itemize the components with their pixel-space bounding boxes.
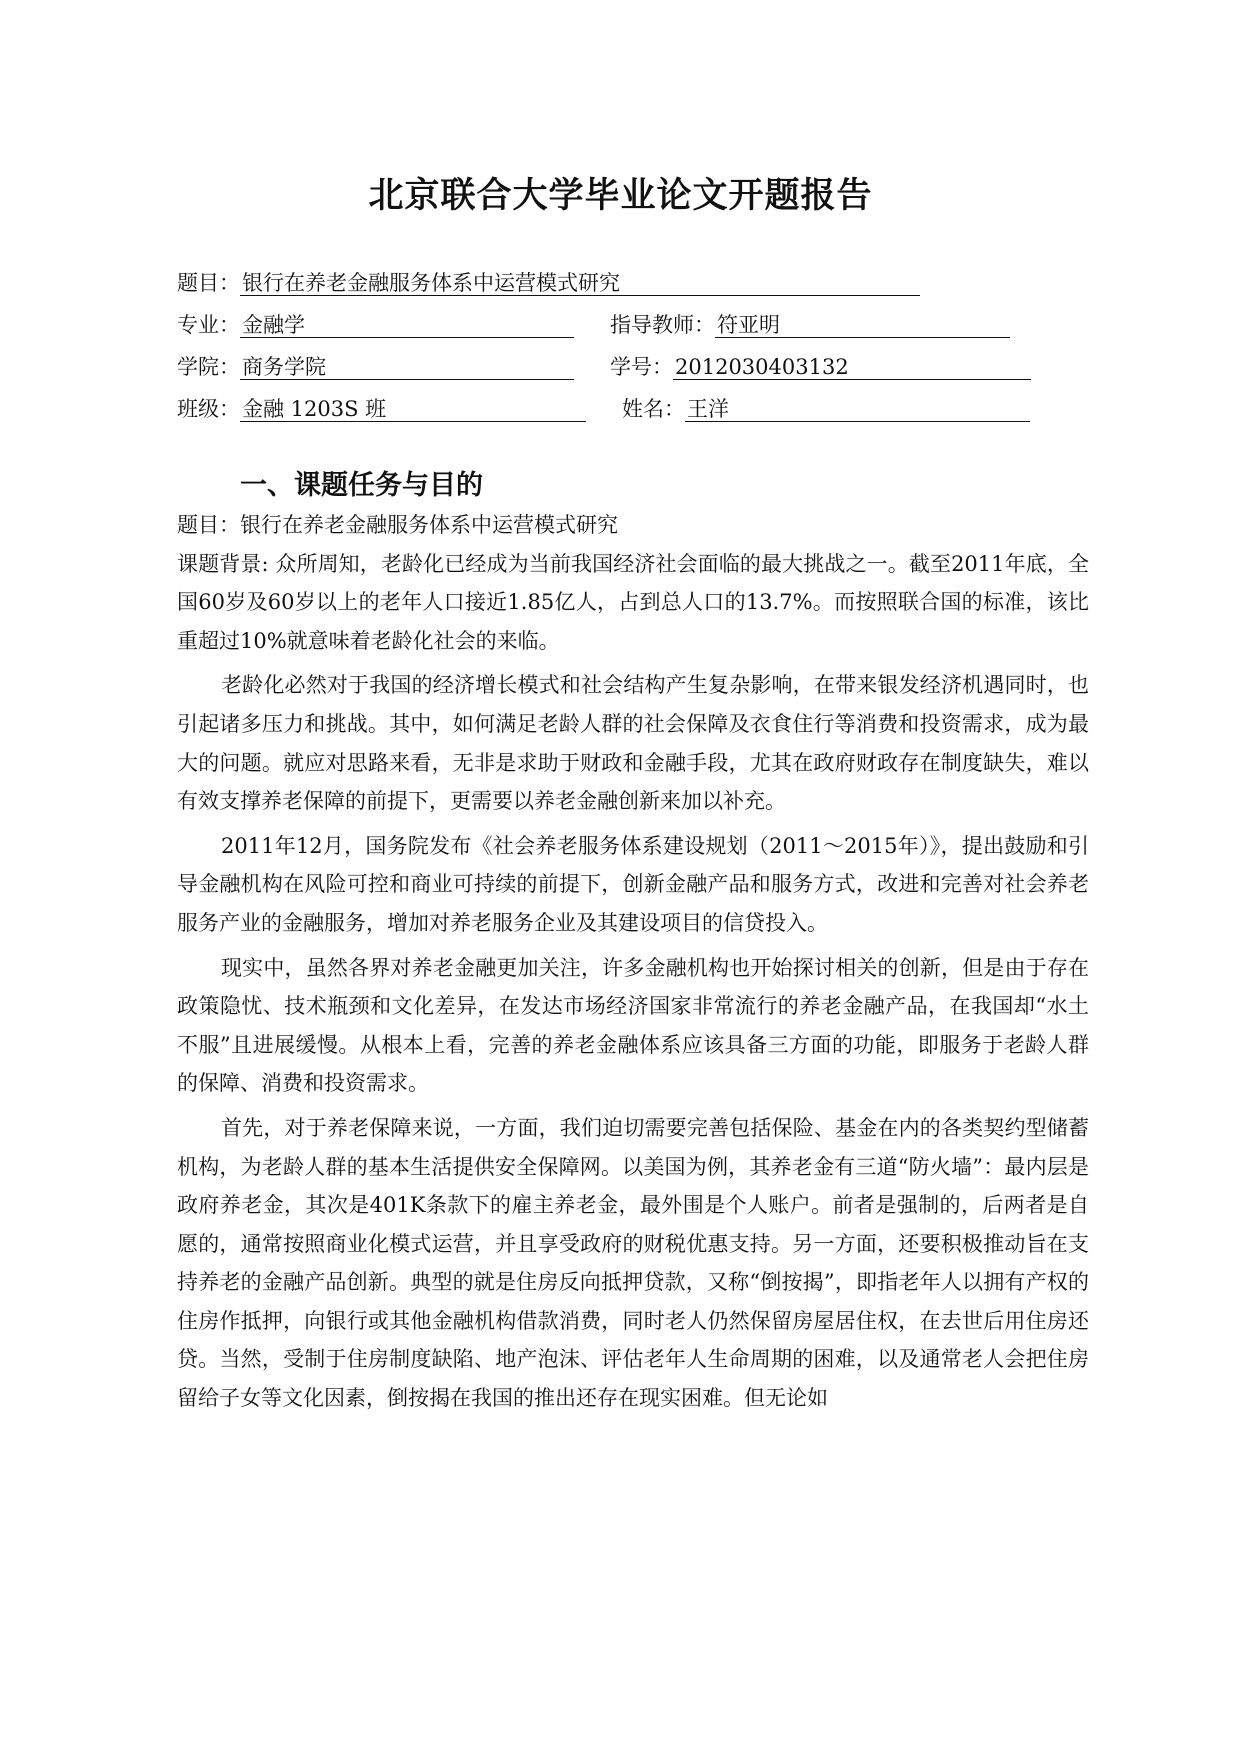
class-value: 金融 1203S 班 bbox=[240, 394, 586, 422]
paragraph-background: 课题背景: 众所周知，老龄化已经成为当前我国经济社会面临的最大挑战之一。截至2011年底，全国60岁及60岁以上的老年人口接近1.85亿人，占到总人口的13.7%。而按照联合国的标准，该比重超过10%就意味着老龄化社会的来临。 bbox=[177, 551, 1089, 653]
topic-line: 题目：银行在养老金融服务体系中运营模式研究 bbox=[177, 513, 618, 537]
info-row-name bbox=[622, 394, 1030, 426]
name-label: 姓名： bbox=[622, 397, 685, 421]
paragraph-pension-security: 首先，对于养老保障来说，一方面，我们迫切需要完善包括保险、基金在内的各类契约型储蓄机构，为老龄人群的基本生活提供安全保障网。以美国为例，其养老金有三道“防火墙”：最内层是政府养老金，其次是401K条款下的雇主养老金，最外围是个人账户。前者是强制的，后两者是自愿的，通常按照商业化模式运营，并且享受政府的财税优惠支持。另一方面，还要积极推动旨在支持养老的金融产品创新。典型的就是住房反向抵押贷款，又称“倒按揭”，即指老年人以拥有产权的住房作抵押，向银行或其他金融机构借款消费，同时老人仍然保留房屋居住权，在去世后用住房还贷。当然，受制于住房制度缺陷、地产泡沫、评估老年人生命周期的困难，以及通常老人会把住房留给子女等文化因素，倒按揭在我国的推出还存在现实困难。但无论如 bbox=[177, 1115, 1089, 1411]
college-label: 学院： bbox=[177, 355, 240, 379]
college-value: 商务学院 bbox=[240, 352, 574, 380]
info-row-major bbox=[177, 310, 574, 342]
major-label: 专业： bbox=[177, 313, 240, 337]
name-value: 王洋 bbox=[685, 394, 1030, 422]
section-heading: 一、课题任务与目的 bbox=[240, 470, 483, 501]
paragraph-current-status: 现实中，虽然各界对养老金融更加关注，许多金融机构也开始探讨相关的创新，但是由于存在政策隐忧、技术瓶颈和文化差异，在发达市场经济国家非常流行的养老金融产品，在我国却“水土不服”且进展缓慢。从根本上看，完善的养老金融体系应该具备三方面的功能，即服务于老龄人群的保障、消费和投资需求。 bbox=[177, 955, 1089, 1096]
advisor-label: 指导教师： bbox=[610, 313, 715, 337]
class-label: 班级： bbox=[177, 397, 240, 421]
student-id-label: 学号： bbox=[610, 355, 673, 379]
major-value: 金融学 bbox=[240, 310, 574, 338]
info-row-class bbox=[177, 394, 586, 426]
paragraph-aging-impact: 老龄化必然对于我国的经济增长模式和社会结构产生复杂影响，在带来银发经济机遇同时，也引起诸多压力和挑战。其中，如何满足老龄人群的社会保障及衣食住行等消费和投资需求，成为最大的问题。就应对思路来看，无非是求助于财政和金融手段，尤其在政府财政存在制度缺失，难以有效支撑养老保障的前提下，更需要以养老金融创新来加以补充。 bbox=[177, 673, 1089, 814]
advisor-value: 符亚明 bbox=[715, 310, 1010, 338]
section-body bbox=[177, 506, 1089, 1418]
document-title: 北京联合大学毕业论文开题报告 bbox=[368, 176, 873, 216]
topic-value: 银行在养老金融服务体系中运营模式研究 bbox=[240, 268, 920, 296]
info-row-topic bbox=[177, 268, 920, 300]
info-row-advisor bbox=[610, 310, 1010, 342]
paragraph-state-council-plan: 2011年12月，国务院发布《社会养老服务体系建设规划（2011～2015年）》，提出鼓励和引导金融机构在风险可控和商业可持续的前提下，创新金融产品和服务方式，改进和完善对社会养老服务产业的金融服务，增加对养老服务企业及其建设项目的信贷投入。 bbox=[177, 833, 1089, 935]
info-row-student-id bbox=[610, 352, 1031, 384]
topic-label: 题目： bbox=[177, 271, 240, 295]
info-row-college bbox=[177, 352, 574, 384]
student-id-value: 2012030403132 bbox=[673, 352, 1031, 380]
